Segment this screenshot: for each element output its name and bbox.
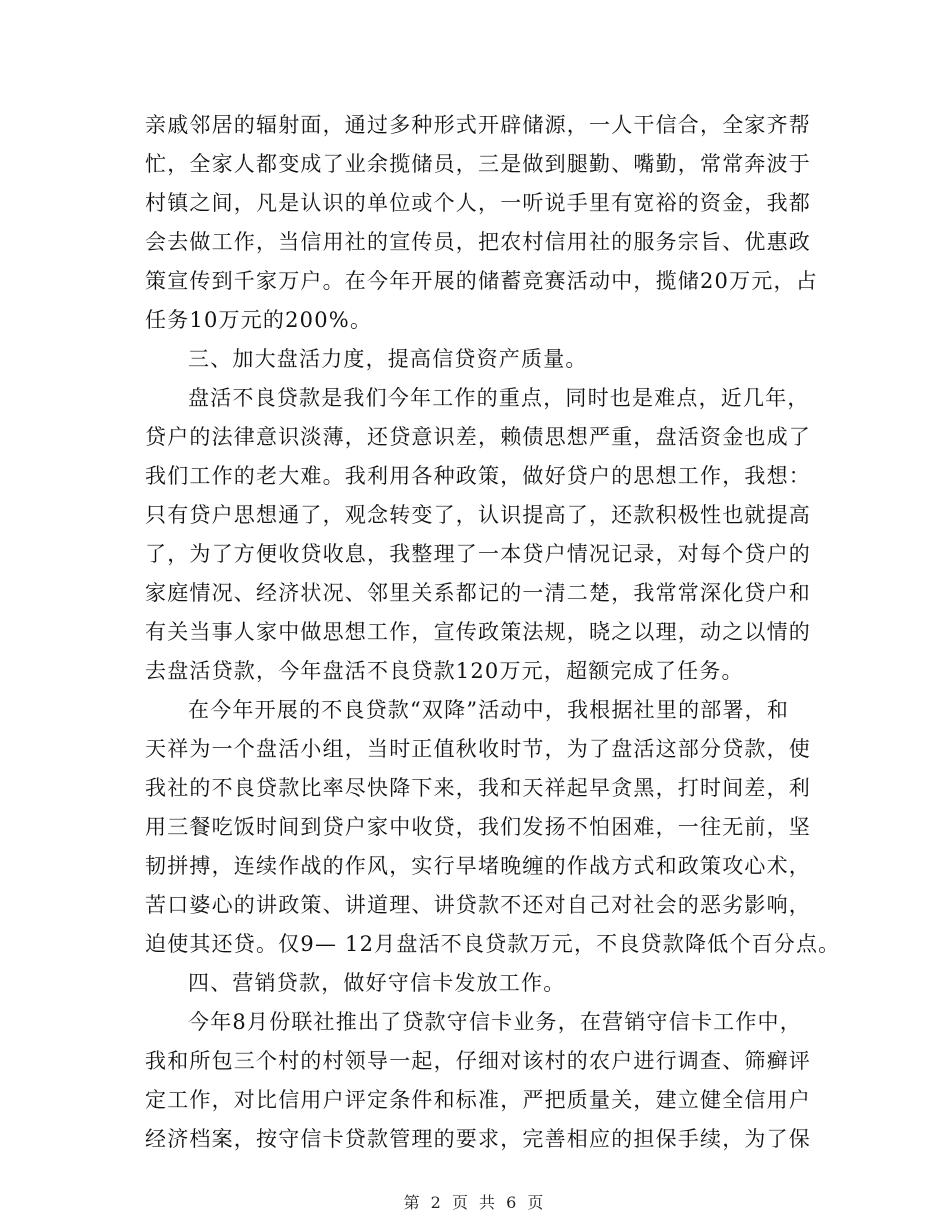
text-line: 任务10万元的200%。 bbox=[145, 308, 373, 332]
text-line: 有关当事人家中做思想工作，宣传政策法规，晓之以理，动之以情的 bbox=[145, 620, 811, 644]
text-line: 忙，全家人都变成了业余揽储员，三是做到腿勤、嘴勤，常常奔波于 bbox=[145, 152, 811, 176]
text-line: 只有贷户思想通了，观念转变了，认识提高了，还款积极性也就提高 bbox=[145, 503, 811, 527]
text-line: 今年8月份联社推出了贷款守信卡业务，在营销守信卡工作中， bbox=[188, 1010, 802, 1034]
text-line: 我和所包三个村的村领导一起，仔细对该村的农户进行调查、筛癣评 bbox=[145, 1049, 811, 1073]
text-line: 我社的不良贷款比率尽快降下来，我和天祥起早贪黑，打时间差，利 bbox=[145, 776, 811, 800]
text-line: 策宣传到千家万户。在今年开展的储蓄竞赛活动中，揽储20万元，占 bbox=[145, 269, 818, 293]
text-line: 亲戚邻居的辐射面，通过多种形式开辟储源，一人干信合，全家齐帮 bbox=[145, 113, 811, 137]
text-line: 迫使其还贷。仅9— 12月盘活不良贷款万元，不良贷款降低个百分点。 bbox=[145, 932, 841, 956]
page-number-footer: 第 2 页 共 6 页 bbox=[403, 1193, 547, 1212]
text-line: 经济档案，按守信卡贷款管理的要求，完善相应的担保手续，为了保 bbox=[145, 1127, 811, 1151]
text-line: 苦口婆心的讲政策、讲道理、讲贷款不还对自己对社会的恶劣影响， bbox=[145, 893, 811, 917]
text-line: 去盘活贷款，今年盘活不良贷款120万元，超额完成了任务。 bbox=[145, 659, 744, 683]
text-line: 村镇之间，凡是认识的单位或个人，一听说手里有宽裕的资金，我都 bbox=[145, 191, 811, 215]
text-line: 韧拼搏，连续作战的作风，实行早堵晚缠的作战方式和政策攻心术， bbox=[145, 854, 811, 878]
text-line: 了，为了方便收贷收息，我整理了一本贷户情况记录，对每个贷户的 bbox=[145, 542, 811, 566]
text-line: 在今年开展的不良贷款“双降”活动中，我根据社里的部署，和 bbox=[188, 698, 790, 722]
text-line: 定工作，对比信用户评定条件和标准，严把质量关，建立健全信用户 bbox=[145, 1088, 811, 1112]
text-line: 贷户的法律意识淡薄，还贷意识差，赖债思想严重，盘活资金也成了 bbox=[145, 425, 811, 449]
text-line: 会去做工作，当信用社的宣传员，把农村信用社的服务宗旨、优惠政 bbox=[145, 230, 811, 254]
section-heading: 四、营销贷款，做好守信卡发放工作。 bbox=[188, 971, 566, 995]
text-line: 天祥为一个盘活小组，当时正值秋收时节，为了盘活这部分贷款，使 bbox=[145, 737, 811, 761]
section-heading: 三、加大盘活力度，提高信贷资产质量。 bbox=[188, 347, 588, 371]
text-line: 家庭情况、经济状况、邻里关系都记的一清二楚，我常常深化贷户和 bbox=[145, 581, 811, 605]
text-line: 我们工作的老大难。我利用各种政策，做好贷户的思想工作，我想： bbox=[145, 464, 811, 488]
text-line: 用三餐吃饭时间到贷户家中收贷，我们发扬不怕困难，一往无前，坚 bbox=[145, 815, 811, 839]
text-line: 盘活不良贷款是我们今年工作的重点，同时也是难点，近几年， bbox=[188, 386, 810, 410]
